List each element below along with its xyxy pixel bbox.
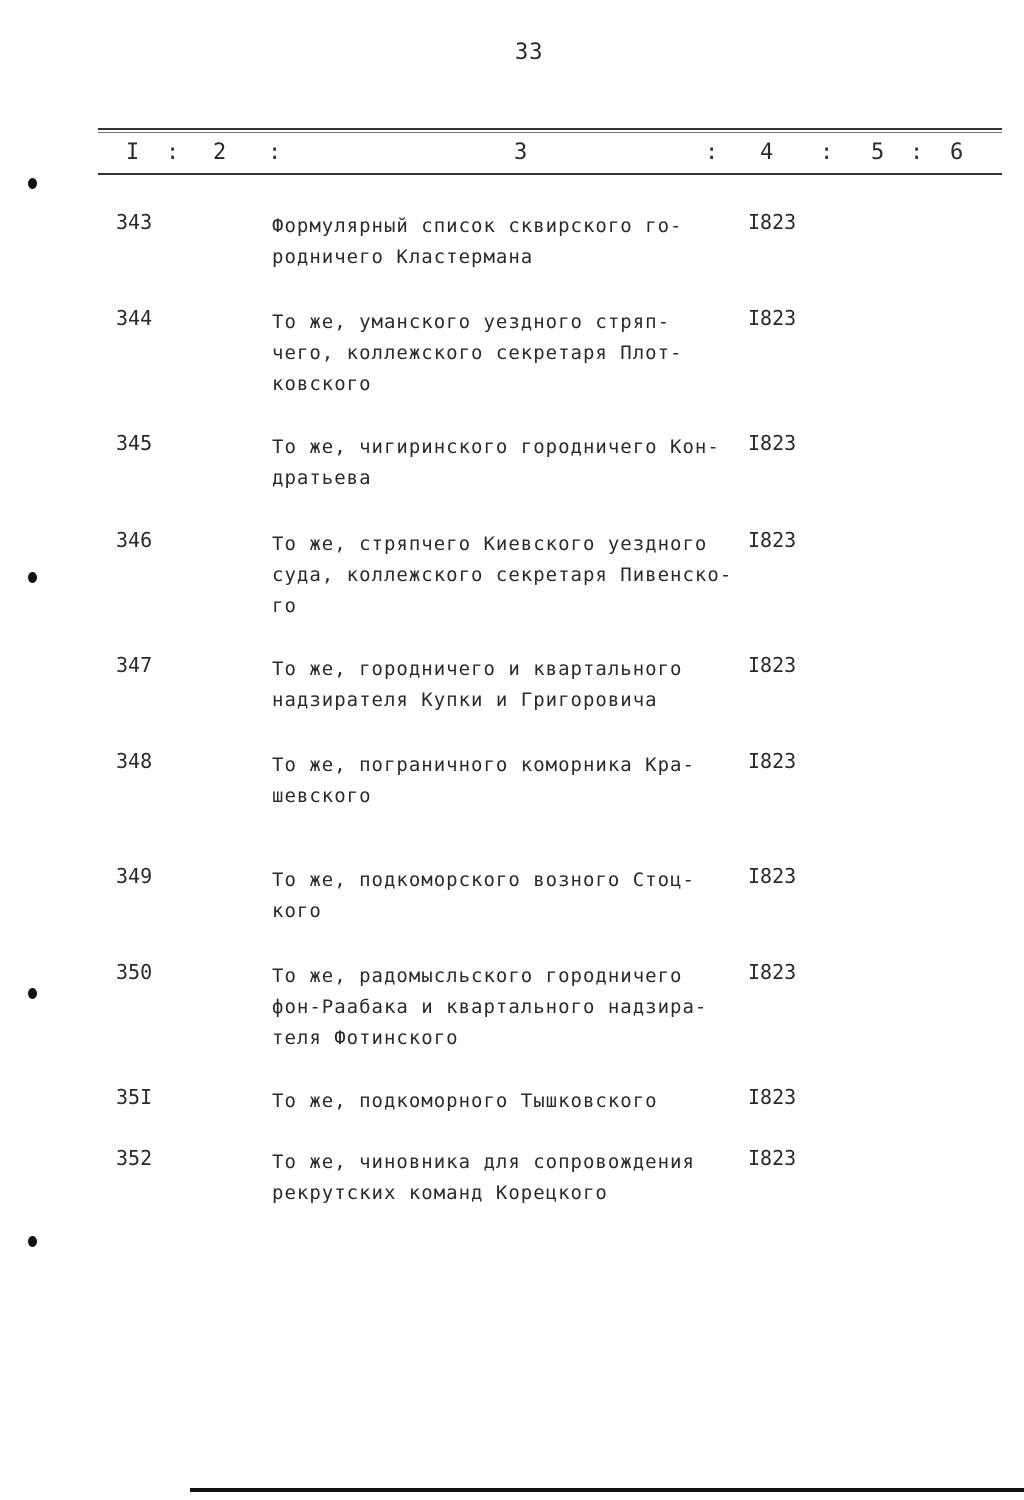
entry-number: 352 [116, 1146, 153, 1170]
header-col-4: 4 [760, 140, 774, 165]
binder-hole [28, 178, 37, 189]
binder-hole [28, 572, 37, 583]
entry-description: То же, подкоморского возного Стоц- кого [272, 869, 695, 922]
entry-year: I823 [748, 1146, 797, 1170]
entry-description: То же, уманского уездного стряп- чего, коллежского секретаря Плот- ковского [272, 311, 683, 395]
binder-hole [28, 1236, 37, 1247]
entry-description: То же, подкоморного Тышковского [272, 1090, 658, 1112]
entry-year: I823 [748, 306, 797, 330]
binder-hole [28, 988, 37, 999]
entry-description: То же, пограничного коморника Кра- шевского [272, 754, 695, 807]
entry-description: То же, радомысльского городничего фон-Раабака и квартального надзира- теля Фотинского [272, 965, 708, 1049]
header-bottom-rule [98, 173, 1002, 175]
entry-number: 343 [116, 210, 153, 234]
entry-year: I823 [748, 864, 797, 888]
entry-description: То же, чиновника для сопровождения рекрутских команд Корецкого [272, 1151, 695, 1204]
entry-year: I823 [748, 1085, 797, 1109]
entry-number: 348 [116, 749, 153, 773]
entry-number: 349 [116, 864, 153, 888]
entry-number: 35I [116, 1085, 153, 1109]
header-sep-4: : [820, 140, 834, 165]
entry-description: Формулярный список сквирского го- родничего Кластермана [272, 215, 683, 268]
entry-year: I823 [748, 749, 797, 773]
entry-number: 350 [116, 960, 153, 984]
page-number: 33 [515, 40, 544, 65]
entry-number: 345 [116, 431, 153, 455]
entry-number: 346 [116, 528, 153, 552]
header-col-6: 6 [950, 140, 964, 165]
entry-year: I823 [748, 431, 797, 455]
header-sep-5: : [910, 140, 924, 165]
header-col-1: I [126, 140, 140, 165]
entry-year: I823 [748, 210, 797, 234]
entry-year: I823 [748, 653, 797, 677]
header-col-2: 2 [213, 140, 227, 165]
entry-number: 344 [116, 306, 153, 330]
header-col-5: 5 [871, 140, 885, 165]
footer-rule [190, 1488, 1024, 1492]
header-top-rule-thin [98, 132, 1002, 133]
entry-year: I823 [748, 528, 797, 552]
header-col-3: 3 [514, 140, 528, 165]
entry-description: То же, чигиринского городничего Кон- дратьева [272, 436, 720, 489]
entry-description: То же, стряпчего Киевского уездного суда, коллежского секретаря Пивенско- го [272, 533, 733, 617]
header-sep-3: : [705, 140, 719, 165]
header-top-rule [98, 128, 1002, 130]
entry-year: I823 [748, 960, 797, 984]
entry-description: То же, городничего и квартального надзирателя Купки и Григоровича [272, 658, 683, 711]
header-sep-1: : [166, 140, 180, 165]
entry-number: 347 [116, 653, 153, 677]
header-sep-2: : [268, 140, 282, 165]
